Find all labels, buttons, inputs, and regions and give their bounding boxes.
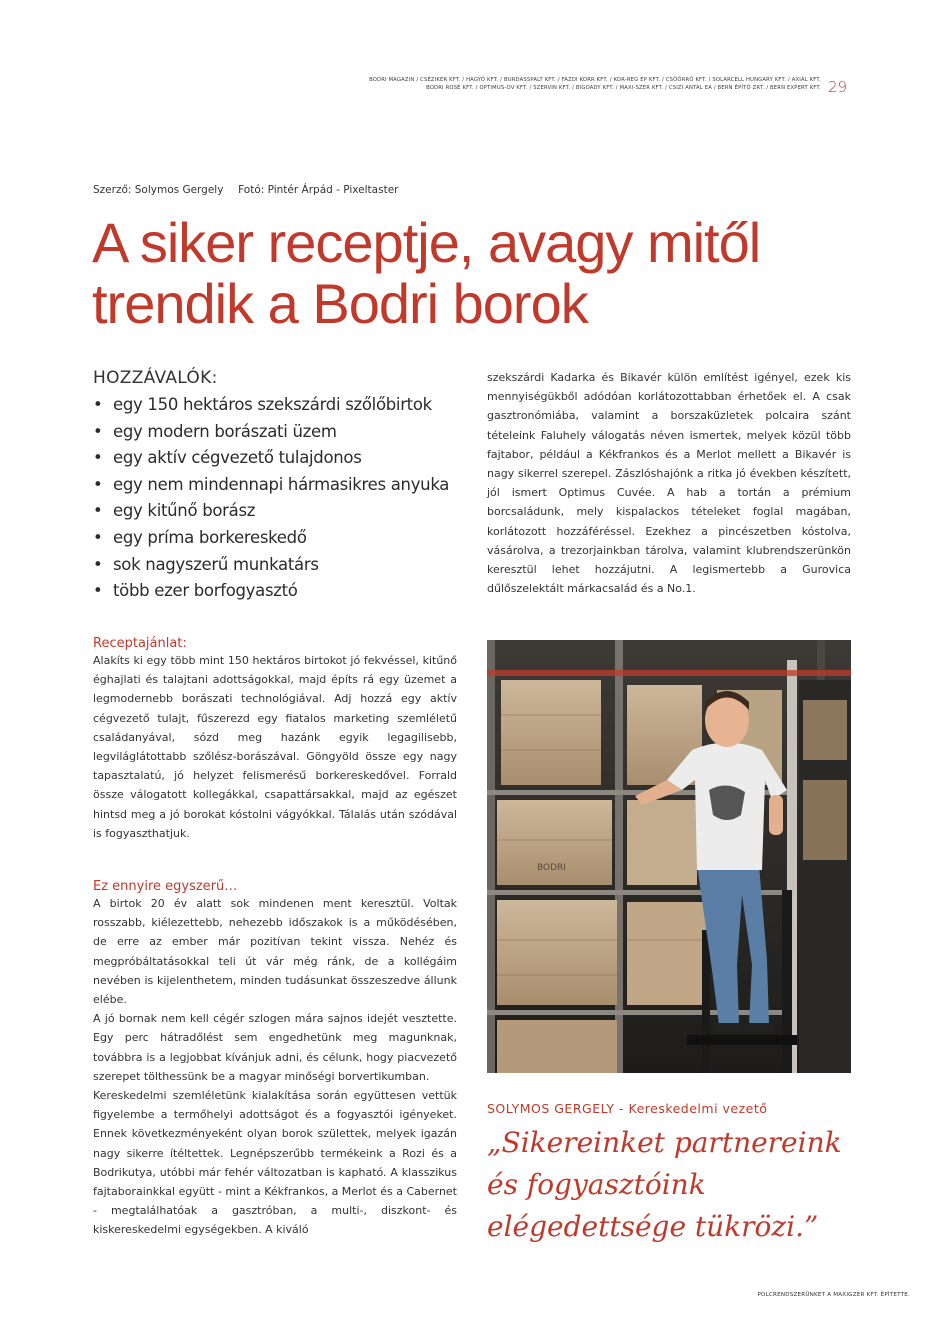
list-item: • egy nem mindennapi hármasikres anyuka	[93, 474, 450, 494]
warehouse-photo	[487, 640, 851, 1073]
list-item: • egy aktív cégvezető tulajdonos	[93, 448, 362, 468]
ingredients-list	[93, 392, 473, 605]
footer-note: POLCRENDSZERÜNKET A MAXIGZER KFT. ÉPÍTETTE.	[757, 1292, 910, 1298]
recipe-heading: Receptajánlat:	[93, 636, 187, 651]
recipe-text: Alakíts ki egy több mint 150 hektáros birtokot jó fekvéssel, kitűnő éghajlati és talajtani adottságokkal, majd építs rá egy üzemet a legmodernebb borászati technológiával. Adj hozzá egy aktív cégvezető tulajt, fűszerezd egy fiatalos marketing szemléletű családanyával, sózd meg hazánk egyik legagilisebb, legviláglátottabb szőlész-borászával. Göngyöld össze egy nagy tapasztalatú, jó helyzet felismerésű borkereskedővel. Forrald össze válogatott kollegákkal, csapattársakkal, majd az egészet hintsd meg a jó borokat kóstolni vágyókkal. Tálalás után szódával is fogyaszthatjuk.	[93, 654, 457, 840]
page-number: 29	[828, 78, 848, 96]
title-line-1: A siker receptje, avagy mitől	[92, 211, 761, 274]
simple-paragraph-2: A jó bornak nem kell cégér szlogen mára sajnos idejét vesztette. Egy perc hátradőlést sem engedhetünk meg magunknak, továbbra is a legjobbat kívánjuk adni, és célunk, hogy piacvezető szerepet tölthessünk be a magyar minőségi borvertikumban.	[93, 1012, 457, 1083]
caption-name: SOLYMOS GERGELY - Kereskedelmi vezető	[487, 1101, 768, 1116]
pull-quote: „Sikereinket partnereink és fogyasztóink elégedettsége tükrözi.”	[487, 1126, 842, 1243]
box-label: BODRI	[537, 863, 566, 873]
simple-paragraph-3: Kereskedelmi szemléletünk kialakítása során együttesen vettük figyelembe a termőhelyi adottságot és a fogyasztói igényeket. Ennek következményeként olyan borok születtek, melyek igazán nagy sikerre ítéltettek. Legnépszerűbb termékeink a Rozi és a Bodrikutya, utóbbi már fehér változatban is kapható. A klasszikus fajtaborainkkal együtt - mint a Kékfrankos, a Merlot és a Cabernet - megtalálhatóak a gasztróban, a multi-, diszkont- és kiskereskedelmi egységekben. A kiváló	[93, 1089, 457, 1237]
list-item: • egy kitűnő borász	[93, 501, 256, 521]
byline-photo: Fotó: Pintér Árpád - Pixeltaster	[238, 184, 399, 196]
simple-section	[93, 879, 457, 1240]
photo-illustration	[487, 640, 851, 1073]
right-column-text: szekszárdi Kadarka és Bikavér külön említést igényel, ezek kis mennyiségükből adódóan korlátozottabban érhetőek el. A csak gasztronómiába, valamint a borszaküzletek polcaira szánt tételeink Faluhely válogatás néven ismertek, melyek közül több fajtabor, például a Kékfrankos és a Merlot mellett a Bikavér is nagy sikerrel szerepel. Zászlóshajónk a ritka jó években készített, jól ismert Optimus Cuvée. A hab a tortán a prémium borcsaládunk, mely kispalackos tételeket foglal magában, korlátozott hozzáféréssel. Ezekhez a pincészetben kóstolva, vásárolva, a trezorjainkban tárolva, valamint klubrendszerünkön keresztül lehet hozzájutni. A legismertebb a Gurovica dűlőszelektált márkacsalád és a No.1.	[487, 371, 851, 596]
header-sponsors-line-2: BODRI ROSÉ KFT. / OPTIMUS-OV KFT. / SZERVIN KFT. / BIGOADY KFT. / MAXI-SZER KFT. / CSIZI ANTAL EA / BERN ÉPÍTŐ ZRT. / BERN EXPERT KFT.	[426, 85, 821, 91]
byline	[93, 184, 398, 196]
article-title	[92, 212, 912, 334]
title-line-2: trendik a Bodri borok	[92, 272, 588, 335]
ingredients-heading: HOZZÁVALÓK:	[93, 368, 218, 388]
list-item: • egy 150 hektáros szekszárdi szőlőbirtok	[93, 395, 432, 414]
list-item: • több ezer borfogyasztó	[93, 581, 298, 601]
byline-author: Szerző: Solymos Gergely	[93, 184, 224, 196]
list-item: • egy modern borászati üzem	[93, 421, 337, 441]
simple-heading: Ez ennyire egyszerű…	[93, 879, 238, 894]
simple-paragraph-1: A birtok 20 év alatt sok mindenen ment keresztül. Voltak rosszabb, kiélezettebb, nehezebb időszakok is a működésében, de erre az ember már pozitívan tekint vissza. Nehéz és megpróbáltatásokkal teli út vár még ránk, de a kollégáim nevében is kijelenthetem, minden tudásunkat összeszedve állunk elébe.	[93, 897, 457, 1007]
recipe-section	[93, 636, 457, 843]
list-item: • egy príma borkereskedő	[93, 527, 307, 547]
header-sponsors-line-1: BODRI MAGAZIN / CSÉZIKER KFT. / HAGYÓ KFT. / BURDASSPALT KFT. / FAZDI KORR KFT. / KOR-REG ÉP KFT. / CSŐŐRRÓ KFT. / SOLARCELL HUNGARY KFT. / AXIÁL KFT.	[369, 77, 821, 83]
list-item: • sok nagyszerű munkatárs	[93, 554, 319, 574]
